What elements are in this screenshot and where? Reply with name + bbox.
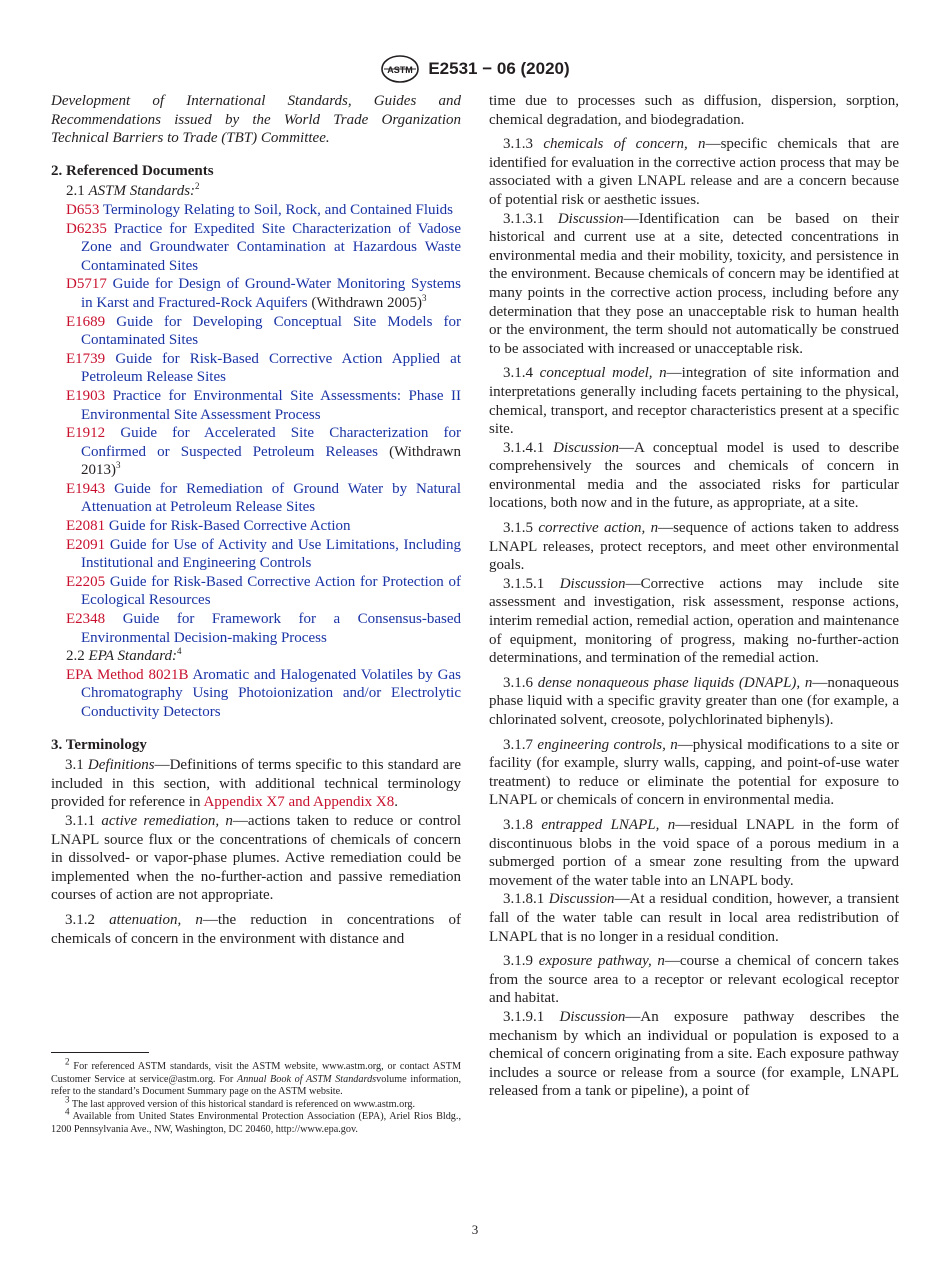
reference-item xyxy=(51,517,461,536)
page-number: 3 xyxy=(471,1222,479,1237)
epa-standard-label: 2.2 EPA Standard:$^4$ xyxy=(66,646,182,665)
reference-code-link[interactable]: D5717 xyxy=(66,276,107,293)
section-2-heading: 2. Referenced Documents xyxy=(51,162,214,179)
reference-title-link[interactable]: Guide for Risk-Based Corrective Action Applied at Petroleum Release Sites xyxy=(81,350,462,386)
reference-item: D5717 Guide for Design of Ground-Water Monitoring Systems in Karst and Fractured-Rock Aquifers (Withdrawn 2005)$^3$ xyxy=(66,276,461,311)
definition-paragraph: 3.1.8 entrapped LNAPL, n—residual LNAPL in the form of discontinuous blobs in the void space of a porous medium in a submerged portion of a smear zone resulting from the upward movement of the water table into an LNAPL body. xyxy=(489,816,899,889)
reference-item xyxy=(51,666,461,722)
definition-paragraph: 3.1.2 attenuation, n—the reduction in concentrations of chemicals of concern in the environment with distance and xyxy=(51,911,462,947)
definition-paragraph: 3.1.6 dense nonaqueous phase liquids (DNAPL), n—nonaqueous phase liquid with a specific gravity greater than one (for example, a chlorinated solvent, creosote, polychlorinated biphenyls). xyxy=(489,674,899,728)
reference-code-link[interactable]: EPA Method 8021B xyxy=(66,666,189,683)
footnote-2: $^2$ For referenced ASTM standards, visit the ASTM website, www.astm.org, or contact ASTM Customer Service at service@astm.org. For Annual Book of ASTM Standardsvolume information, refer to the standard’s Document Summary page on the ASTM website. xyxy=(51,1056,462,1098)
reference-code-link[interactable]: E2205 xyxy=(66,573,106,590)
right-column xyxy=(489,92,899,1101)
reference-item xyxy=(51,350,461,387)
reference-code-link[interactable]: E2091 xyxy=(66,536,106,553)
footnote-4: $^4$ Available from United States Environmental Protection Association (EPA), Ariel Rios Bldg., 1200 Pennsylvania Ave., NW, Washington, DC 20460, http://www.epa.gov. xyxy=(51,1106,461,1135)
definition-paragraph: 3.1.5 corrective action, n—sequence of actions taken to address LNAPL releases, protect receptors, and meet other environmental goals. xyxy=(489,520,900,574)
reference-code-link[interactable]: E1689 xyxy=(66,313,106,330)
intro-paragraph: Development of International Standards, Guides and Recommendations issued by the World Trade Organization Technical Barriers to Trade (TBT) Committee. xyxy=(51,93,461,147)
reference-code-link[interactable]: E1739 xyxy=(66,350,106,367)
reference-code-link[interactable]: E1903 xyxy=(66,387,106,404)
definition-paragraph: 3.1.9 exposure pathway, n—course a chemical of concern takes from the source area to a receptor or relevant ecological receptor and habitat. xyxy=(489,953,900,1007)
reference-code-link[interactable]: D653 xyxy=(66,201,100,218)
reference-title-link[interactable]: Terminology Relating to Soil, Rock, and Contained Fluids xyxy=(102,201,454,218)
reference-code-link[interactable]: E1943 xyxy=(66,480,106,497)
definition-paragraph: 3.1.1 active remediation, n—actions taken to reduce or control LNAPL source flux or the concentrations of chemicals of concern in dissolved- or vapor-phase plumes. Active remediation could be implemented when the no-further-action and passive remediation courses of action are not appropriate. xyxy=(51,812,461,904)
footnote-3: $^3$ The last approved version of this historical standard is referenced on www.astm.org. xyxy=(65,1094,416,1110)
reference-title-link[interactable]: Guide for Risk-Based Corrective Action for Protection of Ecological Resources xyxy=(81,573,461,609)
definition-paragraph: 3.1.4 conceptual model, n—integration of site information and interpretations generally including facets pertaining to the physical, chemical, transport, and receptor characteristics present at a specific site. xyxy=(489,365,900,438)
logo-text: ASTM xyxy=(387,65,414,75)
reference-title-link[interactable]: Practice for Expedited Site Characterization of Vadose Zone and Groundwater Contamination at Hazardous Waste Contaminated Sites xyxy=(81,220,461,274)
astm-reference-list xyxy=(51,201,461,647)
discussion-paragraph: 3.1.9.1 Discussion—An exposure pathway describes the mechanism by which an individual or population is exposed to a chemical of concern originating from a site. Each exposure pathway includes a source or release from a source (for example, LNAPL released from a tank or pipeline), a point of xyxy=(489,1008,899,1100)
astm-logo-icon xyxy=(380,54,420,84)
reference-title-link[interactable]: Guide for Framework for a Consensus-based Environmental Decision-making Process xyxy=(81,611,461,646)
left-column xyxy=(51,92,461,948)
discussion-paragraph: 3.1.8.1 Discussion—At a residual condition, however, a transient fall of the water table can result in local area redistribution of LNAPL that is no longer in a residual condition. xyxy=(489,891,899,945)
reference-title-link[interactable]: Practice for Environmental Site Assessments: Phase II Environmental Site Assessment Process xyxy=(81,387,461,423)
continued-paragraph: time due to processes such as diffusion, dispersion, sorption, chemical degradation, and biodegradation. xyxy=(489,93,899,128)
reference-code-link[interactable]: D6235 xyxy=(66,220,107,237)
reference-item xyxy=(51,313,461,350)
reference-item xyxy=(51,480,461,517)
reference-title-link[interactable]: Guide for Remediation of Ground Water by Natural Attenuation at Petroleum Release Sites xyxy=(81,480,462,516)
reference-title-link[interactable]: Guide for Risk-Based Corrective Action xyxy=(108,518,351,535)
definition-paragraph: 3.1 Definitions—Definitions of terms specific to this standard are included in this section, with additional technical terminology provided for reference in Appendix X7 and Appendix X8. xyxy=(51,757,462,811)
reference-item xyxy=(51,220,461,276)
reference-item xyxy=(51,573,461,610)
reference-item xyxy=(51,201,461,220)
reference-title-link[interactable]: Guide for Use of Activity and Use Limitations, Including Institutional and Engineering Controls xyxy=(81,536,461,572)
withdrawn-note: (Withdrawn 2013) xyxy=(81,443,462,479)
reference-code-link[interactable]: E2081 xyxy=(66,518,106,535)
astm-standards-label: 2.1 ASTM Standards:$^2$ xyxy=(66,181,200,200)
definition-paragraph: 3.1.3 chemicals of concern, n—specific chemicals that are identified for evaluation in the corrective action process that may be associated with a given LNAPL release and are a concern because of potential risk or aesthetic issues. xyxy=(489,136,899,208)
standard-designation: E2531 − 06 (2020) xyxy=(428,59,570,78)
reference-title-link[interactable]: Aromatic and Halogenated Volatiles by Gas Chromatography Using Photoionization and/or Electrolytic Conductivity Detectors xyxy=(81,666,461,720)
discussion-paragraph: 3.1.4.1 Discussion—A conceptual model is used to describe comprehensively the sources and chemicals of concern in environmental media and the associated risks for particular locations, both now and in the future, as appropriate, at a site. xyxy=(489,439,900,512)
reference-item xyxy=(51,610,461,647)
reference-title-link[interactable]: Guide for Design of Ground-Water Monitoring Systems in Karst and Fractured-Rock Aquifers xyxy=(81,276,461,311)
reference-item: E1912 Guide for Accelerated Site Characterization for Confirmed or Suspected Petroleum Releases (Withdrawn 2013)$^3$ xyxy=(66,425,462,479)
footnote-divider xyxy=(51,1052,149,1053)
reference-item xyxy=(51,536,461,573)
definition-paragraph: 3.1.7 engineering controls, n—physical modifications to a site or facility (for example, slurry walls, capping, and point-of-use water treatment) to reduce or eliminate the potential for exposure to LNAPL or chemicals of concern in environmental media. xyxy=(489,736,900,809)
discussion-paragraph: 3.1.5.1 Discussion—Corrective actions may include site assessment and investigation, risk assessment, response actions, interim remedial action, remedial action, operation and maintenance of equipment, monitoring of progress, making no-further-action determinations, and termination of the remedial action. xyxy=(489,575,899,667)
reference-code-link[interactable]: E2348 xyxy=(66,611,106,628)
withdrawn-note: (Withdrawn 2005) xyxy=(311,294,422,311)
reference-title-link[interactable]: Guide for Developing Conceptual Site Models for Contaminated Sites xyxy=(81,313,461,349)
footnotes xyxy=(51,1056,462,1137)
page-header xyxy=(0,54,950,84)
reference-code-link[interactable]: E1912 xyxy=(66,425,106,442)
discussion-paragraph: 3.1.3.1 Discussion—Identification can be based on their historical and current use at a site, detected concentrations in environmental media and their mobility, toxicity, and persistence in the environment. Because chemicals of concern may be identified at many points in the corrective action process, including before any determination that they pose an unacceptable risk to human health or the environment, the term should not automatically be construed to be associated with increased or unacceptable risk. xyxy=(489,210,900,357)
reference-title-link[interactable]: Guide for Accelerated Site Characterization for Confirmed or Suspected Petroleum Releases xyxy=(81,425,462,460)
section-3-heading: 3. Terminology xyxy=(51,736,147,753)
reference-item xyxy=(51,387,461,424)
appendix-link[interactable]: Appendix X7 and Appendix X8 xyxy=(203,794,395,811)
